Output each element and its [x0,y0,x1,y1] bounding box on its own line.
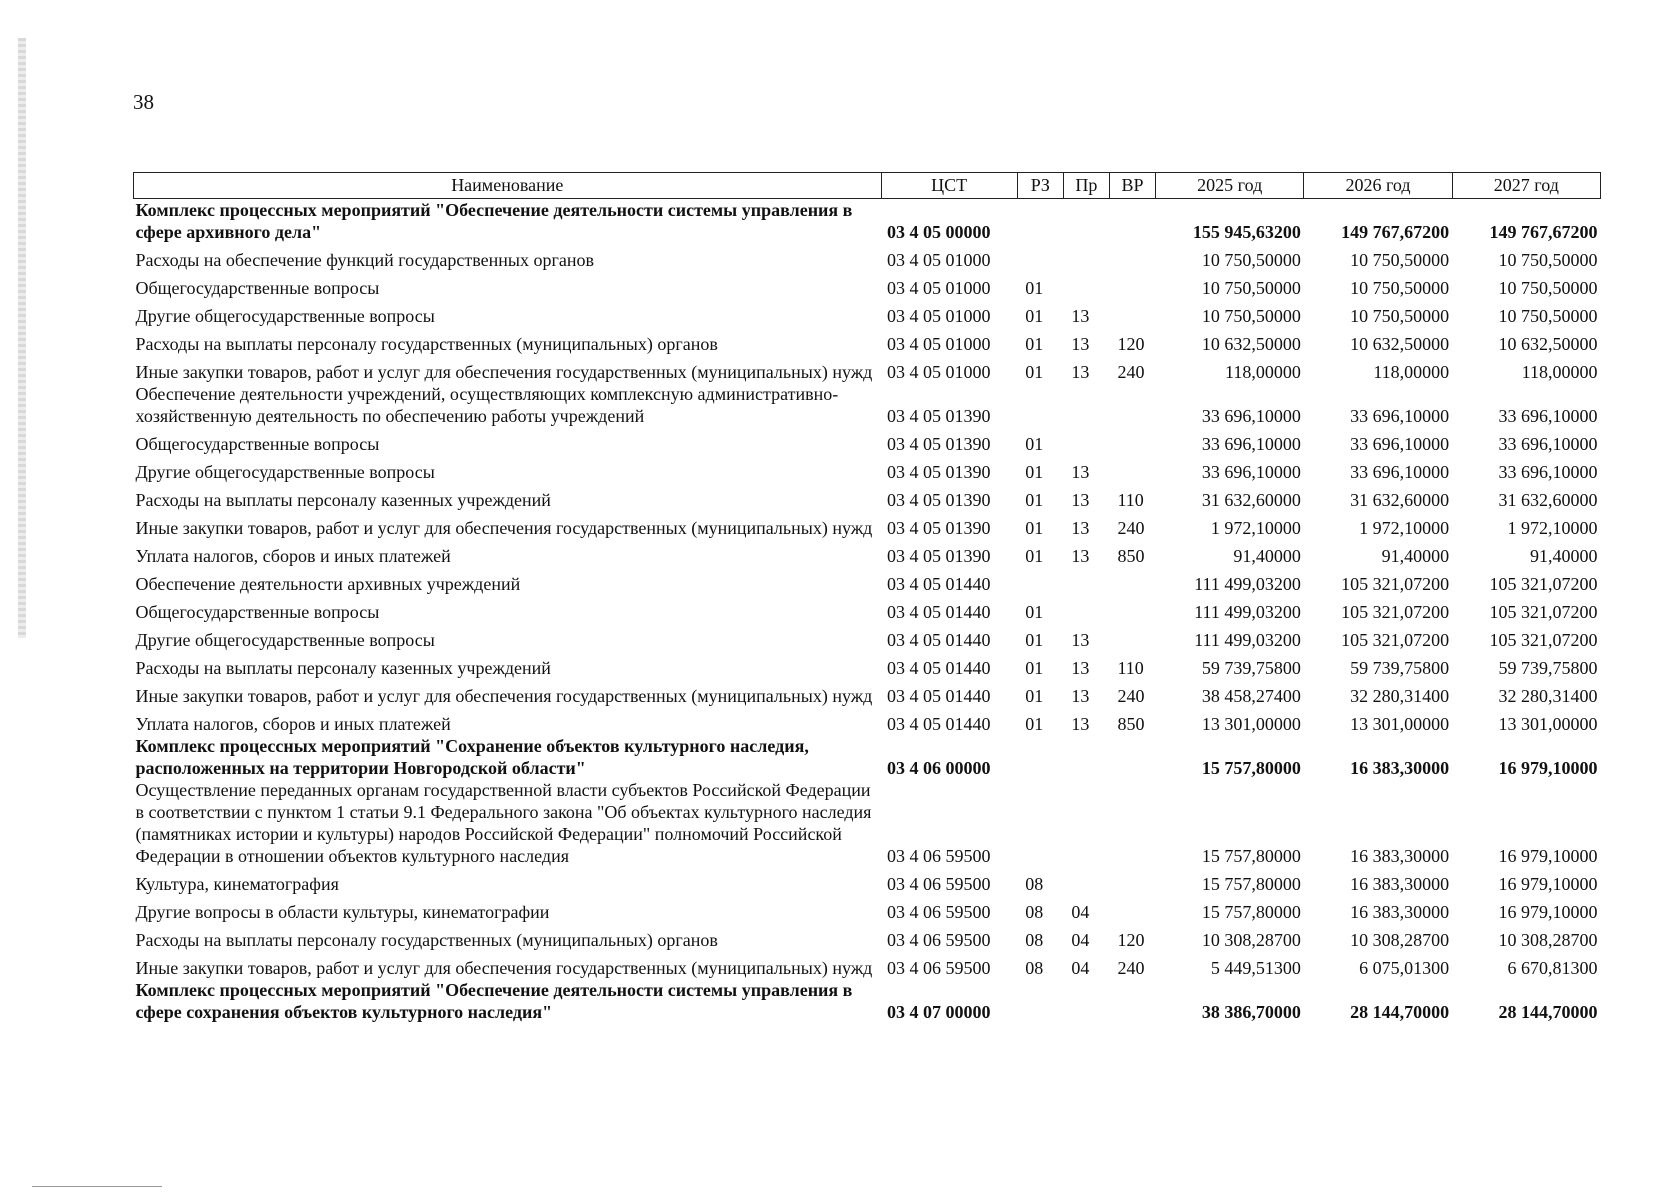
row-2027: 105 321,07200 [1489,602,1598,622]
row-pr: 13 [1071,658,1090,678]
table-row [134,679,1601,707]
row-cst: 03 4 05 01440 [887,630,991,650]
table-row [134,271,1601,299]
row-2026: 10 750,50000 [1350,250,1450,270]
row-2025: 10 632,50000 [1201,334,1301,354]
header-2025: 2025 год [1156,173,1304,199]
row-2027: 105 321,07200 [1489,574,1598,594]
row-pr [1063,427,1109,455]
row-name: Расходы на выплаты персоналу казенных учреждений [135,658,551,678]
row-cst: 03 4 05 01390 [887,490,991,510]
row-2025: 38 458,27400 [1201,686,1301,706]
row-vr [1109,979,1155,1023]
row-name: Расходы на выплаты персоналу государственных (муниципальных) органов [135,930,718,950]
row-pr [1063,867,1109,895]
table-row [134,567,1601,595]
row-cst: 03 4 05 01440 [887,658,991,678]
table-row [134,383,1601,427]
table-row [134,979,1601,1023]
row-2027: 32 280,31400 [1498,686,1598,706]
row-rz: 01 [1025,602,1044,622]
row-cst: 03 4 05 01390 [887,518,991,538]
row-2027: 91,40000 [1530,546,1598,566]
row-cst: 03 4 06 59500 [887,846,991,866]
footer-line [32,1186,162,1187]
row-vr [1109,383,1155,427]
table-row [134,595,1601,623]
row-rz: 01 [1025,630,1044,650]
row-name: Комплекс процессных мероприятий "Обеспечение деятельности системы управления в сфере сохранения объектов культурного наследия" [135,980,853,1022]
table-row [134,923,1601,951]
header-2026: 2026 год [1304,173,1452,199]
row-vr [1109,271,1155,299]
row-pr: 04 [1071,958,1090,978]
row-2027: 33 696,10000 [1498,462,1598,482]
row-vr: 120 [1117,930,1145,950]
row-vr [1109,299,1155,327]
row-rz: 01 [1025,714,1044,734]
row-vr [1109,867,1155,895]
row-2025: 15 757,80000 [1201,902,1301,922]
row-vr: 850 [1117,714,1145,734]
row-vr [1109,567,1155,595]
row-vr: 110 [1117,658,1144,678]
row-cst: 03 4 07 00000 [887,1002,991,1022]
row-cst: 03 4 05 01390 [887,434,991,454]
row-rz [1017,979,1063,1023]
row-vr [1109,199,1155,244]
row-name: Расходы на выплаты персоналу казенных учреждений [135,490,551,510]
row-rz [1017,779,1063,867]
table-row [134,539,1601,567]
row-2025: 38 386,70000 [1201,1002,1301,1022]
row-2025: 10 750,50000 [1201,278,1301,298]
row-2027: 1 972,10000 [1507,518,1598,538]
row-name: Другие вопросы в области культуры, кинематографии [135,902,550,922]
row-2026: 16 383,30000 [1350,758,1450,778]
table-row [134,623,1601,651]
row-rz: 01 [1025,658,1044,678]
table-row [134,483,1601,511]
row-2025: 1 972,10000 [1210,518,1301,538]
row-rz: 01 [1025,518,1044,538]
row-2026: 16 383,30000 [1350,874,1450,894]
row-2027: 10 308,28700 [1498,930,1598,950]
row-2026: 105 321,07200 [1341,602,1450,622]
row-vr [1109,243,1155,271]
row-cst: 03 4 05 01000 [887,334,991,354]
row-pr [1063,735,1109,779]
row-2026: 31 632,60000 [1350,490,1450,510]
row-name: Иные закупки товаров, работ и услуг для обеспечения государственных (муниципальных) нужд [135,362,873,382]
table-row [134,707,1601,735]
row-vr [1109,779,1155,867]
header-pr: Пр [1063,173,1109,199]
row-2025: 33 696,10000 [1201,434,1301,454]
row-pr: 04 [1071,902,1090,922]
table-row [134,779,1601,867]
row-cst: 03 4 05 01000 [887,278,991,298]
row-2025: 13 301,00000 [1201,714,1301,734]
row-2027: 10 750,50000 [1498,250,1598,270]
row-rz: 01 [1025,490,1044,510]
row-2025: 111 499,03200 [1194,630,1301,650]
row-2026: 118,00000 [1373,362,1450,382]
row-vr: 120 [1117,334,1145,354]
row-pr: 13 [1071,686,1090,706]
table-row [134,199,1601,244]
row-vr [1109,735,1155,779]
row-name: Иные закупки товаров, работ и услуг для обеспечения государственных (муниципальных) нужд [135,686,873,706]
row-2027: 10 750,50000 [1498,278,1598,298]
row-2027: 31 632,60000 [1498,490,1598,510]
table-row [134,511,1601,539]
row-2027: 16 979,10000 [1498,874,1598,894]
row-name: Осуществление переданных органам государственной власти субъектов Российской Федерации в соответствии с пунктом 1 статьи 9.1 Федерального закона "Об объектах культурного наследия (памятниках истории и культуры) народов Российской Федерации" полномочий Российской Федерации в отношении объектов культурного наследия [135,780,872,866]
table-header [134,173,1601,199]
row-2027: 16 979,10000 [1498,758,1598,778]
row-2027: 16 979,10000 [1498,846,1598,866]
row-cst: 03 4 05 01390 [887,546,991,566]
row-2025: 111 499,03200 [1194,574,1301,594]
row-2025: 10 750,50000 [1201,250,1301,270]
row-rz [1017,243,1063,271]
header-cst: ЦСТ [881,173,1017,199]
row-cst: 03 4 05 01000 [887,250,991,270]
row-vr: 110 [1117,490,1144,510]
row-cst: 03 4 05 01000 [887,306,991,326]
row-2025: 155 945,63200 [1192,222,1301,242]
header-vr: ВР [1109,173,1155,199]
row-name: Культура, кинематография [135,874,339,894]
row-2025: 31 632,60000 [1201,490,1301,510]
row-cst: 03 4 05 01440 [887,686,991,706]
row-cst: 03 4 05 01440 [887,602,991,622]
row-2026: 10 308,28700 [1350,930,1450,950]
header-rz: РЗ [1017,173,1063,199]
row-2025: 15 757,80000 [1201,846,1301,866]
table-row [134,299,1601,327]
row-rz: 08 [1025,902,1044,922]
row-2026: 33 696,10000 [1350,434,1450,454]
row-2026: 33 696,10000 [1350,462,1450,482]
row-2026: 6 075,01300 [1359,958,1450,978]
budget-table [133,172,1601,1023]
row-2026: 91,40000 [1381,546,1450,566]
row-2025: 10 308,28700 [1201,930,1301,950]
row-2026: 105 321,07200 [1341,574,1450,594]
row-cst: 03 4 06 59500 [887,958,991,978]
row-name: Комплекс процессных мероприятий "Обеспечение деятельности системы управления в сфере архивного дела" [135,200,853,242]
row-2027: 118,00000 [1521,362,1598,382]
row-cst: 03 4 06 59500 [887,930,991,950]
row-pr: 13 [1071,490,1090,510]
row-rz: 01 [1025,278,1044,298]
row-name: Общегосударственные вопросы [135,434,380,454]
row-rz: 01 [1025,306,1044,326]
page-number: 38 [133,90,154,114]
row-pr: 13 [1071,714,1090,734]
row-name: Обеспечение деятельности архивных учреждений [135,574,521,594]
table-row [134,455,1601,483]
row-pr: 13 [1071,546,1090,566]
table-row [134,243,1601,271]
row-rz [1017,567,1063,595]
row-vr: 240 [1117,686,1145,706]
row-vr: 240 [1117,518,1145,538]
row-pr: 13 [1071,362,1090,382]
row-2026: 10 750,50000 [1350,306,1450,326]
row-2027: 33 696,10000 [1498,406,1598,426]
row-2025: 33 696,10000 [1201,406,1301,426]
row-2027: 59 739,75800 [1498,658,1598,678]
row-name: Иные закупки товаров, работ и услуг для обеспечения государственных (муниципальных) нужд [135,518,873,538]
table-row [134,735,1601,779]
table-row [134,327,1601,355]
row-2025: 5 449,51300 [1210,958,1301,978]
row-pr [1063,243,1109,271]
row-pr [1063,567,1109,595]
row-cst: 03 4 05 00000 [887,222,991,242]
row-name: Уплата налогов, сборов и иных платежей [135,714,451,734]
row-cst: 03 4 05 01440 [887,574,991,594]
table-row [134,951,1601,979]
row-cst: 03 4 06 00000 [887,758,991,778]
row-name: Иные закупки товаров, работ и услуг для обеспечения государственных (муниципальных) нужд [135,958,873,978]
row-vr [1109,595,1155,623]
row-rz: 01 [1025,686,1044,706]
row-pr [1063,383,1109,427]
row-2026: 33 696,10000 [1350,406,1450,426]
table-row [134,355,1601,383]
row-2027: 149 767,67200 [1489,222,1598,242]
row-2027: 16 979,10000 [1498,902,1598,922]
row-vr [1109,895,1155,923]
table-row [134,895,1601,923]
row-2027: 28 144,70000 [1498,1002,1598,1022]
row-rz: 01 [1025,434,1044,454]
table-row [134,867,1601,895]
header-2027: 2027 год [1452,173,1600,199]
row-rz: 01 [1025,546,1044,566]
row-cst: 03 4 05 01390 [887,406,991,426]
row-2025: 33 696,10000 [1201,462,1301,482]
table-body [134,199,1601,1024]
row-pr: 13 [1071,306,1090,326]
scan-edge-artifact [18,38,26,638]
row-cst: 03 4 05 01440 [887,714,991,734]
row-rz [1017,199,1063,244]
row-pr: 13 [1071,334,1090,354]
row-2027: 13 301,00000 [1498,714,1598,734]
row-2026: 149 767,67200 [1341,222,1450,242]
row-2026: 59 739,75800 [1350,658,1450,678]
row-rz: 08 [1025,874,1044,894]
row-2027: 33 696,10000 [1498,434,1598,454]
row-rz [1017,383,1063,427]
row-pr [1063,779,1109,867]
row-cst: 03 4 06 59500 [887,874,991,894]
row-2026: 13 301,00000 [1350,714,1450,734]
row-rz [1017,735,1063,779]
row-cst: 03 4 05 01390 [887,462,991,482]
row-rz: 01 [1025,362,1044,382]
row-2025: 111 499,03200 [1194,602,1301,622]
row-rz: 01 [1025,334,1044,354]
row-2027: 10 632,50000 [1498,334,1598,354]
row-pr: 04 [1071,930,1090,950]
row-2026: 16 383,30000 [1350,846,1450,866]
row-2025: 15 757,80000 [1201,758,1301,778]
row-name: Обеспечение деятельности учреждений, осуществляющих комплексную административно-хозяйственную деятельность по обеспечению работы учреждений [135,384,839,426]
row-name: Другие общегосударственные вопросы [135,630,435,650]
row-2026: 28 144,70000 [1350,1002,1450,1022]
row-vr [1109,455,1155,483]
row-2027: 10 750,50000 [1498,306,1598,326]
row-cst: 03 4 06 59500 [887,902,991,922]
row-2025: 118,00000 [1225,362,1301,382]
row-rz: 01 [1025,462,1044,482]
row-pr [1063,199,1109,244]
row-name: Другие общегосударственные вопросы [135,306,435,326]
row-name: Комплекс процессных мероприятий "Сохранение объектов культурного наследия, расположенных на территории Новгородской области" [135,736,809,778]
row-rz: 08 [1025,958,1044,978]
row-pr [1063,271,1109,299]
row-2025: 10 750,50000 [1201,306,1301,326]
header-name: Наименование [134,173,882,199]
row-name: Расходы на обеспечение функций государственных органов [135,250,594,270]
row-rz: 08 [1025,930,1044,950]
row-2025: 15 757,80000 [1201,874,1301,894]
row-2026: 32 280,31400 [1350,686,1450,706]
table-row [134,651,1601,679]
row-vr: 850 [1117,546,1145,566]
row-pr [1063,979,1109,1023]
row-name: Общегосударственные вопросы [135,602,380,622]
row-vr [1109,623,1155,651]
row-name: Другие общегосударственные вопросы [135,462,435,482]
row-name: Общегосударственные вопросы [135,278,380,298]
row-name: Уплата налогов, сборов и иных платежей [135,546,451,566]
row-pr: 13 [1071,462,1090,482]
row-2027: 105 321,07200 [1489,630,1598,650]
row-2026: 16 383,30000 [1350,902,1450,922]
row-2026: 105 321,07200 [1341,630,1450,650]
row-pr [1063,595,1109,623]
row-pr: 13 [1071,630,1090,650]
row-vr [1109,427,1155,455]
row-2026: 10 750,50000 [1350,278,1450,298]
row-2026: 1 972,10000 [1359,518,1450,538]
row-name: Расходы на выплаты персоналу государственных (муниципальных) органов [135,334,718,354]
table-row [134,427,1601,455]
row-2025: 91,40000 [1233,546,1301,566]
header-row [134,173,1601,199]
row-pr: 13 [1071,518,1090,538]
row-vr: 240 [1117,362,1145,382]
row-2027: 6 670,81300 [1507,958,1598,978]
row-2025: 59 739,75800 [1201,658,1301,678]
row-cst: 03 4 05 01000 [887,362,991,382]
row-2026: 10 632,50000 [1350,334,1450,354]
row-vr: 240 [1117,958,1145,978]
